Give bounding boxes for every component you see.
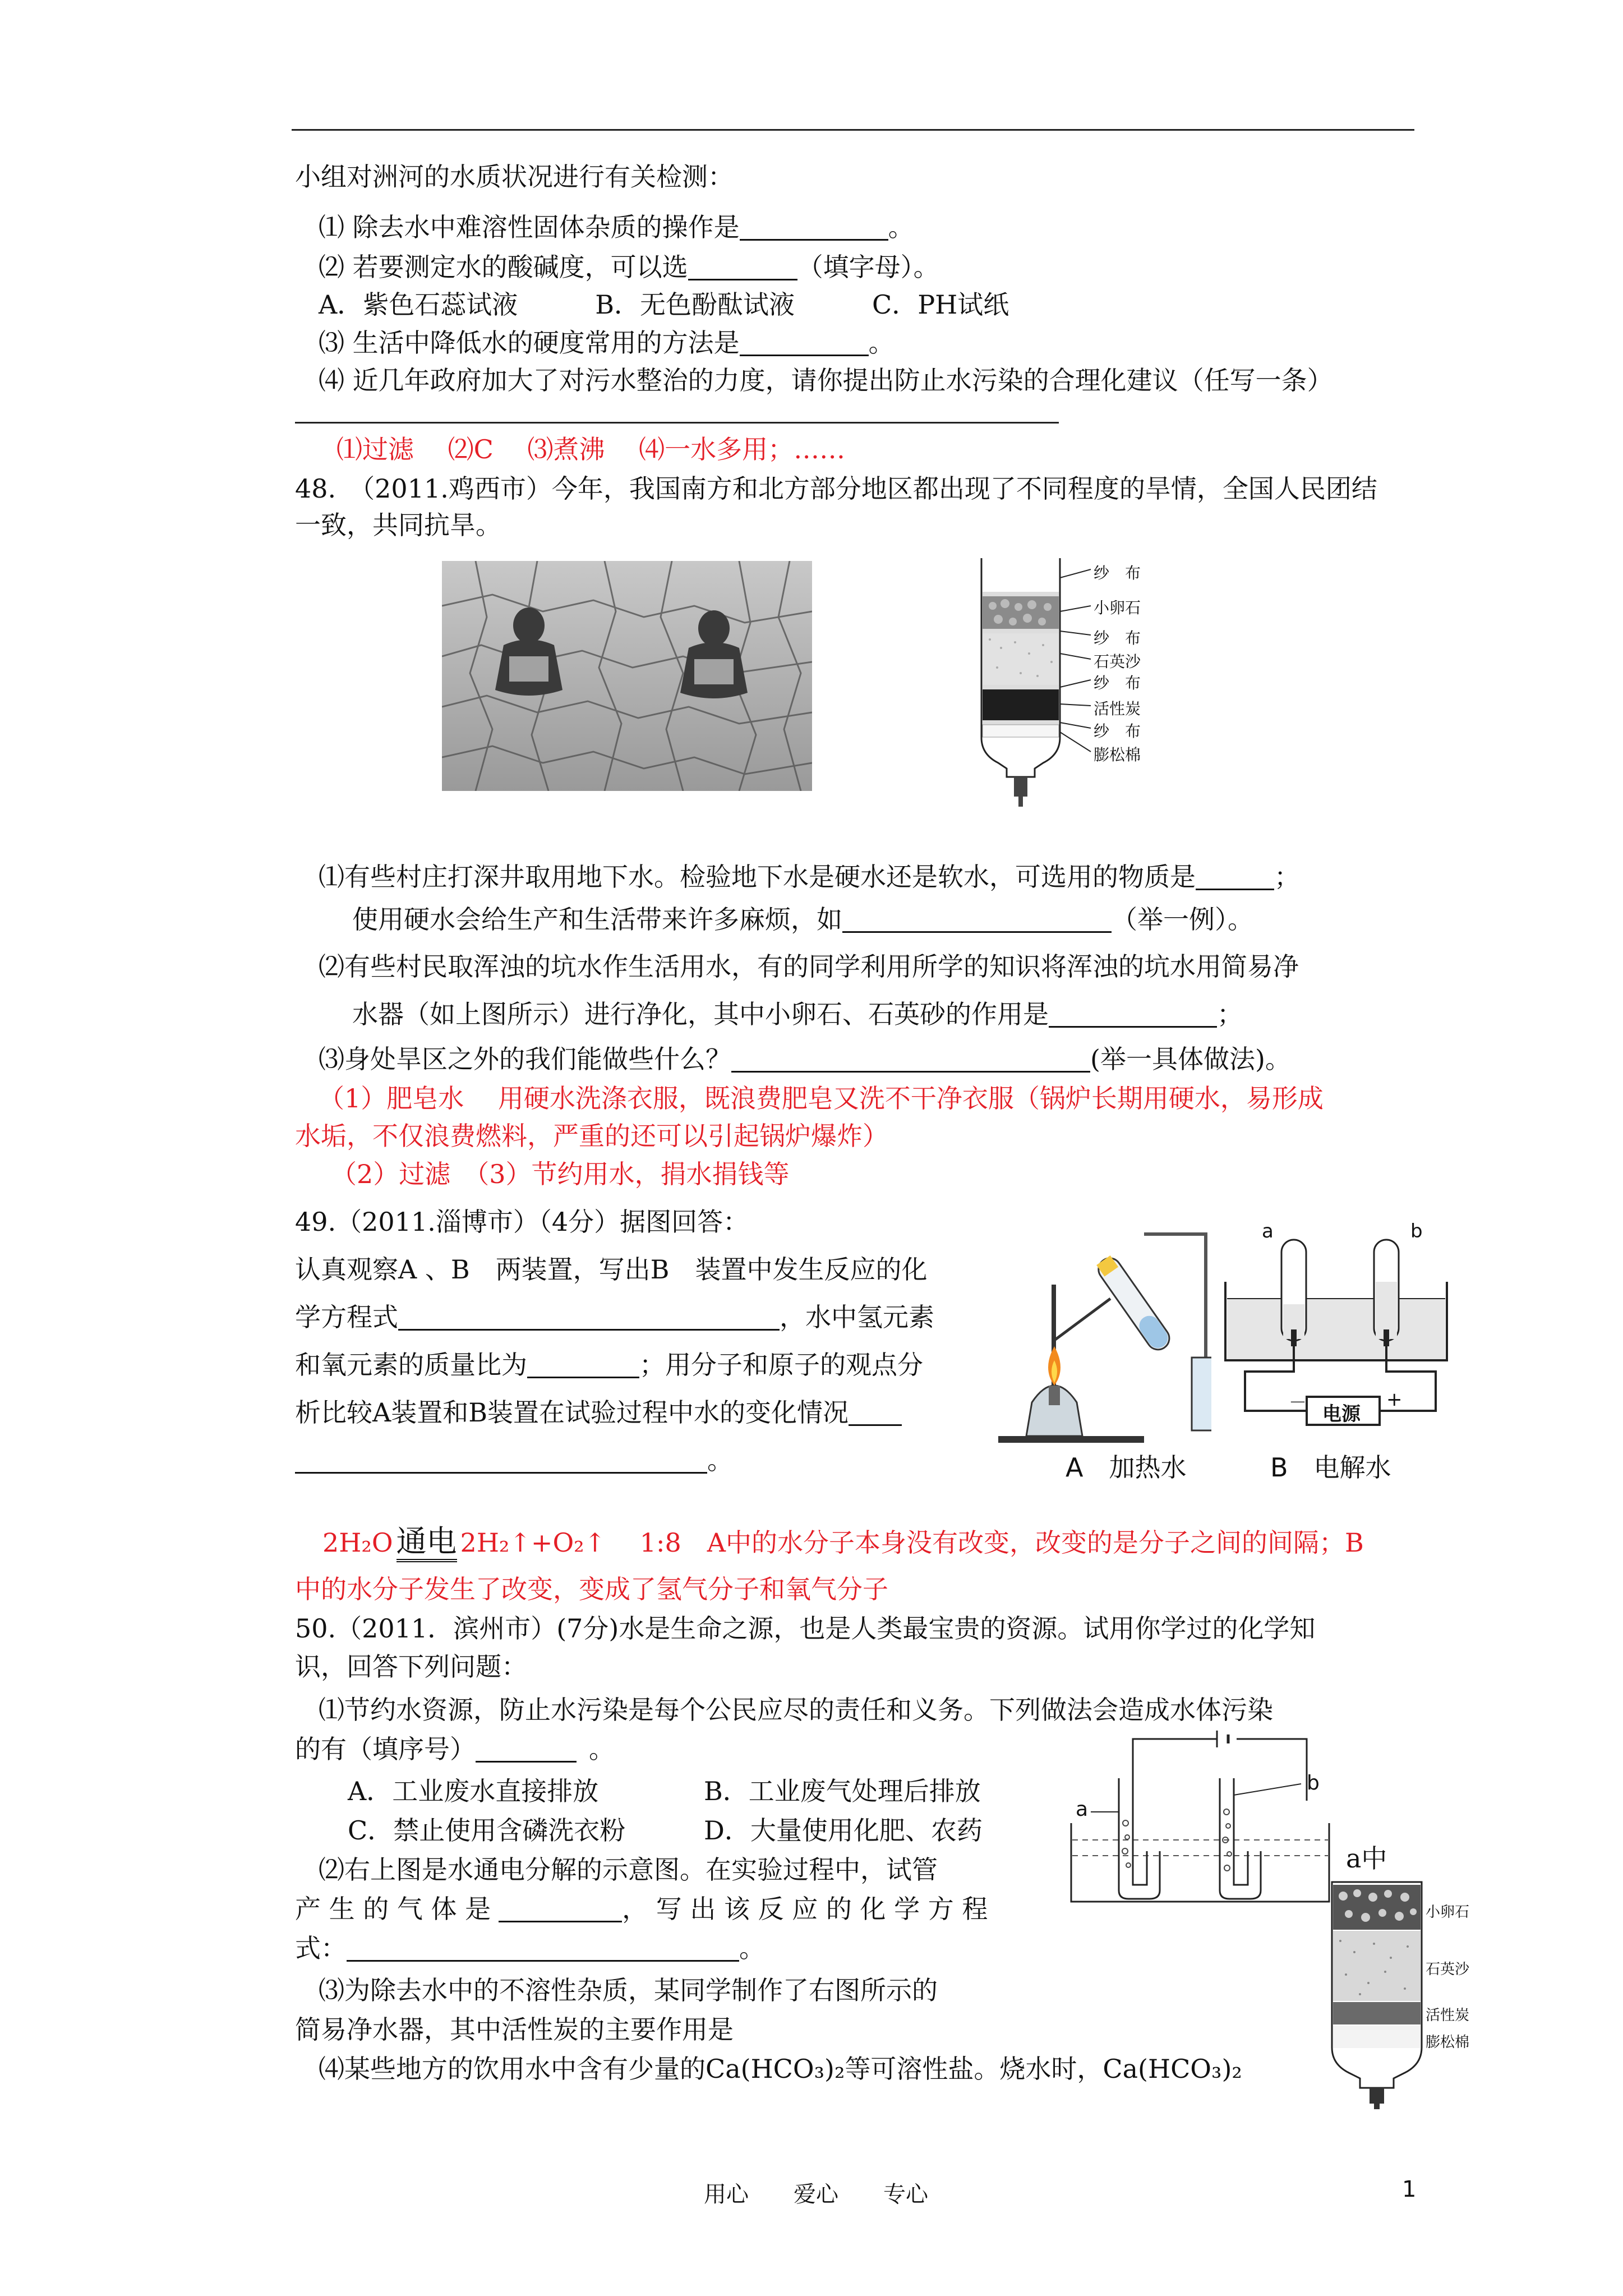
page-number: 1 [1402,2177,1417,2202]
q50-line4: 的有（填序号） 。 [295,1734,615,1764]
answer-blank [1196,862,1274,890]
answer-blank [398,1302,780,1331]
q47-options: A．紫色石蕊试液 B．无色酚酞试液 C．PH试纸 [319,289,1009,320]
q49-line4: 和氧元素的质量比为 ；用分子和原子的观点分 [295,1350,923,1380]
power-source-label: 电源 [1322,1403,1361,1425]
q50-line8: ⑶为除去水中的不溶性杂质，某同学制作了右图所示的 [319,1975,938,2005]
water-filter-diagram [948,555,1217,808]
q50-line3: ⑴节约水资源，防止水污染是每个公民应尽的责任和义务。下列做法会造成水体污染 [319,1695,1273,1725]
q47-line2: ⑵ 若要测定水的酸碱度，可以选 （填字母）。 [319,252,939,282]
drought-photo [442,561,812,791]
q49-line5: 析比较A装置和B装置在试验过程中水的变化情况 [295,1394,902,1431]
electrode-a-label: a [1262,1220,1274,1243]
answer-line [295,422,1059,424]
q50-line9: 简易净水器，其中活性炭的主要作用是 [295,2014,734,2045]
filter-label-8: 膨松棉 [1094,746,1141,764]
q48-answer1: （1）肥皂水 用硬水洗涤衣服，既浪费肥皂又洗不干净衣服（锅炉长期用硬水，易形成 [319,1083,1324,1114]
answer-blank [740,328,869,356]
answer-blank [527,1350,639,1378]
q49-line3: 学方程式 ，水中氢元素 [295,1302,934,1332]
filter-label-3: 纱 布 [1094,629,1141,647]
q48-answer2: 水垢，不仅浪费燃料，严重的还可以引起锅炉爆炸） [295,1121,888,1151]
power-minus: － [1289,1392,1307,1413]
electrolysis-diagram-2 [1066,1728,1357,1913]
caption-a: A 加热水 [1066,1452,1187,1483]
q50-optC: C．禁止使用含磷洗衣粉 [348,1815,626,1846]
q48-answer3: （2）过滤 （3）节约用水，捐水捐钱等 [331,1159,790,1189]
q50-line5: ⑵右上图是水通电分解的示意图。在实验过程中，试管 [319,1855,938,1885]
answer-blank [688,252,797,280]
q48-p2a: ⑵有些村民取浑浊的坑水作生活用水，有的同学利用所学的知识将浑浊的坑水用简易净 [319,951,1299,982]
q50-line1: 50.（2011．滨州市）(7分)水是生命之源，也是人类最宝贵的资源。试用你学过的化学知 [295,1613,1316,1644]
q50-line2: 识，回答下列问题： [295,1651,527,1682]
caption-b: B 电解水 [1270,1452,1391,1483]
answer-blank [347,1933,739,1962]
water-filter-diagram-2 [1329,1879,1531,2109]
filter-label-6: 活性炭 [1094,700,1141,718]
q49-answer-formula: 2H₂O 通电 2H₂↑+O₂↑ 1:8 A中的水分子本身没有改变，改变的是分子之间的间隔；B [322,1523,1364,1561]
filter2-label-1: 小卵石 [1426,1904,1470,1921]
q48-p3: ⑶身处旱区之外的我们能做些什么？ (举一具体做法)。 [319,1044,1291,1074]
filter-label-4: 石英沙 [1094,652,1141,671]
answer-blank [740,212,888,241]
answer-blank [499,1894,622,1922]
q48-stem1: 48. （2011.鸡西市）今年，我国南方和北方部分地区都出现了不同程度的旱情，全国人民团结 [295,473,1377,504]
power-plus: + [1386,1388,1403,1411]
filter-label-1: 纱 布 [1094,564,1141,582]
electrode-b-label: b [1410,1220,1423,1243]
q48-p1b: 使用硬水会给生产和生活带来许多麻烦，如 （举一例）。 [352,904,1253,935]
q50-line6: 产 生 的 气 体 是 ， 写 出 该 反 应 的 化 学 方 程 [295,1894,988,1924]
filter-label-7: 纱 布 [1094,722,1141,740]
q50-line7: 式： 。 [295,1933,765,1963]
answer-blank [476,1734,577,1763]
answer-blank [731,1044,1090,1073]
filter2-label-4: 膨松棉 [1426,2034,1470,2051]
q50-optA: A．工业废水直接排放 [348,1776,599,1806]
q49-line6: 。 [295,1442,733,1479]
q47-answer: ⑴过滤 ⑵C ⑶煮沸 ⑷一水多用；…… [336,434,846,464]
filter-label-5: 纱 布 [1094,674,1141,692]
answer-blank [842,904,1112,933]
q50-optD: D．大量使用化肥、农药 [704,1815,983,1846]
header-rule [292,129,1414,131]
q47-line3: ⑶ 生活中降低水的硬度常用的方法是 。 [319,328,895,358]
filter2-label-2: 石英沙 [1426,1961,1470,1978]
answer-blank [849,1397,902,1426]
intro-text: 小组对洲河的水质状况进行有关检测： [295,162,734,192]
answer-blank [295,1445,707,1474]
q50-optB: B．工业废气处理后排放 [704,1776,981,1806]
q48-p2b: 水器（如上图所示）进行净化，其中小卵石、石英砂的作用是 ； [352,999,1243,1029]
heating-water-apparatus [998,1200,1211,1447]
filter-label-2: 小卵石 [1094,599,1141,617]
q49-line1: 49.（2011.淄博市）（4分）据图回答： [295,1207,749,1237]
footer-motto: 用心 爱心 专心 [704,2182,928,2207]
tube-b-label: b [1307,1772,1320,1795]
tube-a-label: a [1076,1798,1089,1821]
reaction-condition: 通电 [396,1524,457,1562]
q49-line2: 认真观察A 、B 两装置，写出B 装置中发生反应的化 [295,1254,928,1285]
electrolysis-apparatus [1223,1220,1458,1439]
filter2-label-3: 活性炭 [1426,2007,1470,2024]
q48-stem2: 一致，共同抗旱。 [295,510,501,540]
q50-line10: ⑷某些地方的饮用水中含有少量的Ca(HCO₃)₂等可溶性盐。烧水时，Ca(HCO₃)₂ [319,2054,1242,2084]
q48-p1a: ⑴有些村庄打深井取用地下水。检验地下水是硬水还是软水，可选用的物质是 ； [319,862,1300,892]
q47-line4: ⑷ 近几年政府加大了对污水整治的力度，请你提出防止水污染的合理化建议（任写一条） [319,365,1333,395]
answer-blank [1049,999,1217,1028]
q49-answer2: 中的水分子发生了改变，变成了氢气分子和氧气分子 [295,1574,888,1604]
q50-line5-tail: a中 [1346,1843,1387,1874]
q47-line1: ⑴ 除去水中难溶性固体杂质的操作是 。 [319,212,914,242]
